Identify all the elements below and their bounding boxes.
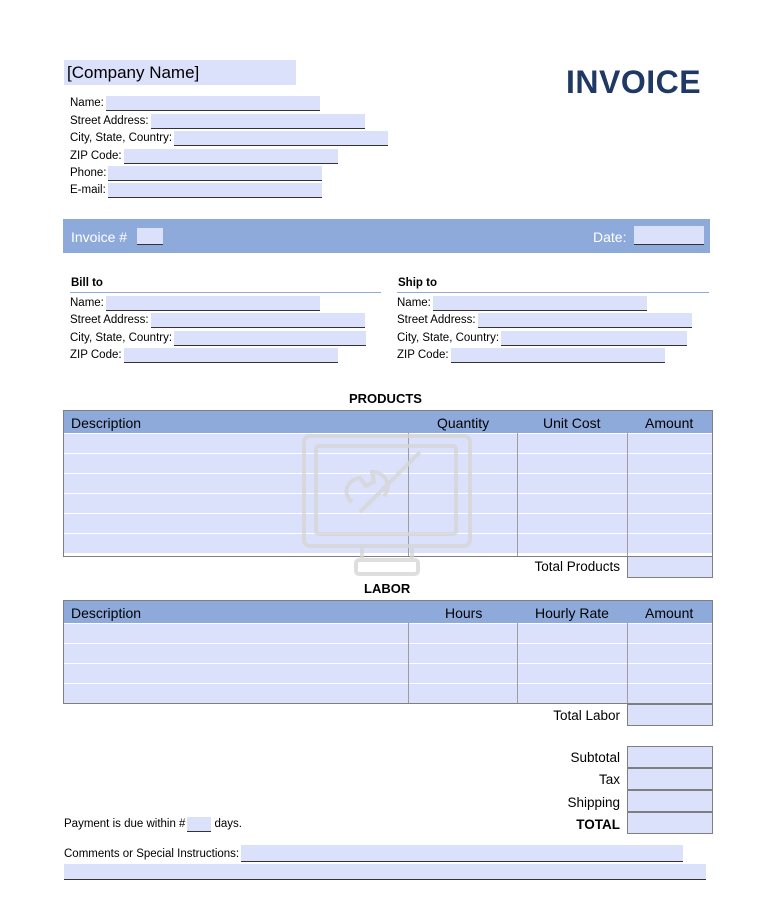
company-street-input[interactable] — [151, 114, 365, 129]
comments-input[interactable] — [241, 845, 683, 862]
table-row[interactable] — [64, 643, 712, 663]
bill-name-label: Name: — [70, 297, 104, 309]
company-email-input[interactable] — [108, 183, 322, 198]
bill-zip-row — [70, 347, 338, 363]
bill-name-row — [70, 295, 320, 311]
total-products-label: Total Products — [534, 559, 620, 574]
bill-zip-input[interactable] — [124, 348, 338, 363]
bill-street-label: Street Address: — [70, 314, 149, 326]
labor-title: LABOR — [364, 581, 411, 596]
date-input[interactable] — [634, 226, 704, 245]
labor-col-amount: Amount — [645, 605, 694, 621]
company-city-row — [70, 130, 388, 146]
ship-zip-label: ZIP Code: — [397, 349, 449, 361]
total-input[interactable] — [627, 812, 713, 834]
column-divider — [627, 623, 628, 703]
payment-days-input[interactable] — [187, 817, 211, 832]
bill-to-heading: Bill to — [71, 277, 103, 289]
bill-street-input[interactable] — [151, 313, 365, 328]
company-zip-row — [70, 148, 338, 164]
column-divider — [517, 623, 518, 703]
invoice-number-label: Invoice # — [71, 229, 128, 245]
invoice-title: INVOICE — [566, 64, 702, 100]
ship-street-row — [397, 312, 692, 328]
payment-terms-prefix: Payment is due within # — [64, 818, 186, 830]
products-col-unit-cost: Unit Cost — [543, 415, 601, 431]
total-products-input[interactable] — [627, 556, 713, 578]
products-col-description: Description — [71, 415, 142, 431]
tax-label: Tax — [598, 772, 620, 787]
ship-street-label: Street Address: — [397, 314, 476, 326]
labor-col-description: Description — [71, 605, 142, 621]
company-email-label: E-mail: — [70, 184, 106, 196]
subtotal-label: Subtotal — [570, 750, 620, 765]
company-street-row — [70, 113, 365, 129]
payment-terms-suffix: days. — [214, 818, 242, 830]
payment-terms-row — [64, 816, 242, 832]
ship-zip-row — [397, 347, 665, 363]
ship-name-input[interactable] — [433, 296, 647, 311]
labor-col-hourly-rate: Hourly Rate — [535, 605, 609, 621]
company-name-row — [70, 95, 320, 111]
column-divider — [627, 433, 628, 556]
products-col-quantity: Quantity — [437, 415, 490, 431]
company-name-field[interactable]: [Company Name] — [64, 60, 296, 85]
column-divider — [408, 623, 409, 703]
labor-header-row — [64, 601, 712, 623]
ship-zip-input[interactable] — [451, 348, 665, 363]
invoice-number-input[interactable] — [137, 228, 163, 245]
ship-city-row — [397, 330, 687, 346]
company-city-input[interactable] — [174, 131, 388, 146]
table-row[interactable] — [64, 623, 712, 643]
shipping-input[interactable] — [627, 790, 713, 812]
products-title: PRODUCTS — [349, 391, 422, 406]
products-header-row — [64, 411, 712, 433]
bill-city-row — [70, 330, 366, 346]
company-zip-input[interactable] — [124, 149, 338, 164]
bill-city-label: City, State, Country: — [70, 332, 173, 344]
company-phone-row — [70, 165, 322, 181]
table-row[interactable] — [64, 683, 712, 703]
bill-street-row — [70, 312, 365, 328]
company-phone-label: Phone: — [70, 167, 107, 179]
ship-city-input[interactable] — [501, 331, 687, 346]
products-col-amount: Amount — [645, 415, 694, 431]
bill-to-divider — [70, 292, 381, 293]
comments-row — [64, 846, 683, 862]
ship-to-heading: Ship to — [398, 277, 437, 289]
total-label: TOTAL — [576, 817, 620, 832]
tax-input[interactable] — [627, 768, 713, 790]
company-zip-label: ZIP Code: — [70, 150, 122, 162]
company-email-row — [70, 182, 322, 198]
ship-name-label: Name: — [397, 297, 431, 309]
ship-to-divider — [397, 292, 709, 293]
ship-street-input[interactable] — [478, 313, 692, 328]
ship-name-row — [397, 295, 647, 311]
date-label: Date: — [593, 229, 627, 245]
bill-name-input[interactable] — [106, 296, 320, 311]
company-phone-input[interactable] — [108, 166, 322, 181]
company-contact-name-input[interactable] — [106, 96, 320, 111]
labor-table — [63, 600, 713, 704]
watermark-monitor-icon — [300, 432, 475, 587]
total-labor-label: Total Labor — [553, 708, 620, 723]
table-row[interactable] — [64, 663, 712, 683]
total-labor-input[interactable] — [627, 704, 713, 726]
bill-city-input[interactable] — [174, 331, 366, 346]
labor-col-hours: Hours — [445, 605, 483, 621]
comments-input-line-2[interactable] — [64, 864, 706, 880]
subtotal-input[interactable] — [627, 746, 713, 768]
column-divider — [517, 433, 518, 556]
ship-city-label: City, State, Country: — [397, 332, 500, 344]
company-city-label: City, State, Country: — [70, 132, 173, 144]
company-street-label: Street Address: — [70, 115, 149, 127]
shipping-label: Shipping — [567, 795, 620, 810]
bill-zip-label: ZIP Code: — [70, 349, 122, 361]
comments-label: Comments or Special Instructions: — [64, 848, 240, 860]
company-name-label: Name: — [70, 97, 104, 109]
